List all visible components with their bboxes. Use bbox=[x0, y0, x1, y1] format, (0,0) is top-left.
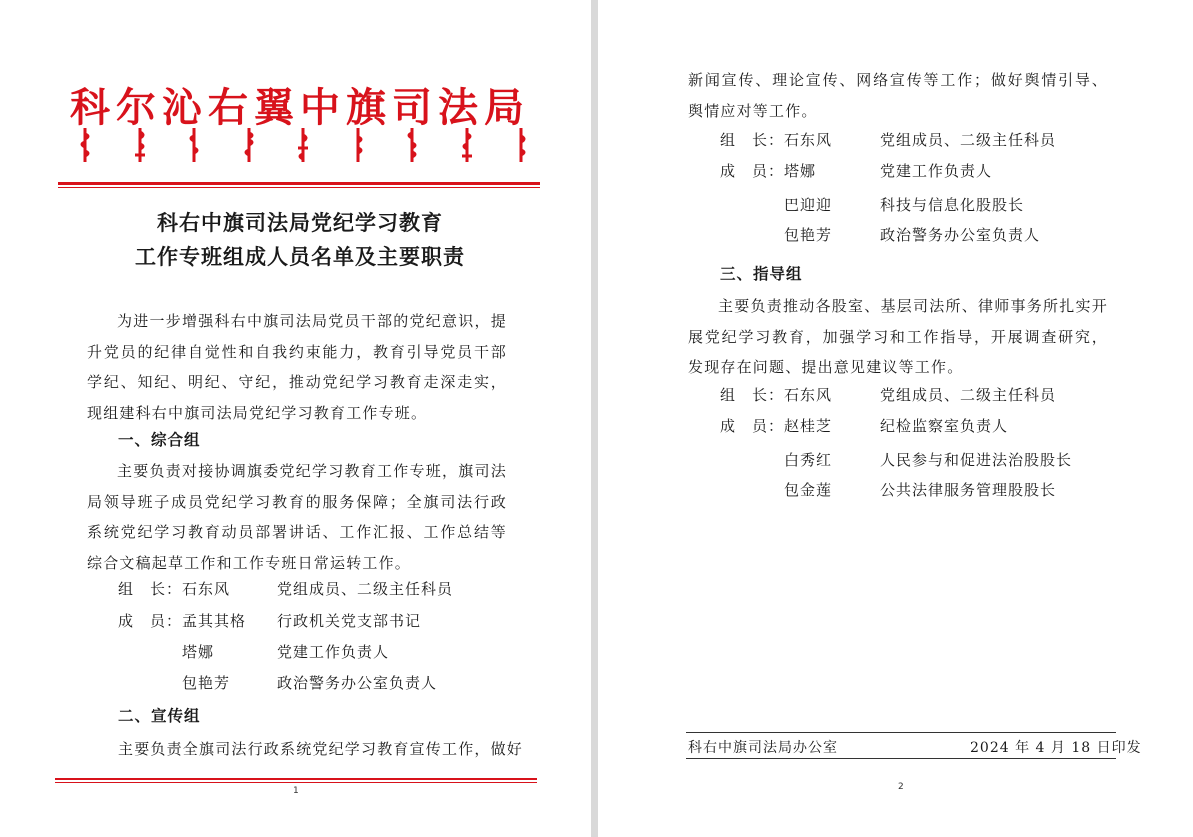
section3-member-role: 人民参与和促进法治股股长 bbox=[880, 451, 1073, 469]
section2-leader-label: 组 长： bbox=[720, 131, 785, 149]
section2-member-role: 政治警务办公室负责人 bbox=[880, 226, 1041, 244]
section3-member-role: 纪检监察室负责人 bbox=[880, 417, 1009, 435]
section2-member-role: 科技与信息化股股长 bbox=[880, 196, 1025, 214]
document-page-1 bbox=[0, 0, 591, 837]
page-number-1: 1 bbox=[293, 786, 299, 796]
intro-paragraph: 为进一步增强科右中旗司法局党员干部的党纪意识，提升党员的纪律自觉性和自我约束能力，教育引导党员干部学纪、知纪、明纪、守纪，推动党纪学习教育走深走实，现组建科右中旗司法局党纪学习教育工作专班。 bbox=[87, 312, 507, 422]
section2-duty-continued: 新闻宣传、理论宣传、网络宣传等工作；做好舆情引导、舆情应对等工作。 bbox=[688, 71, 1108, 120]
page-number-2: 2 bbox=[898, 782, 904, 792]
section1-member-name: 孟其其格 bbox=[182, 612, 247, 630]
section3-member-label: 成 员： bbox=[720, 417, 785, 435]
footer-rule-bottom bbox=[686, 758, 1116, 759]
section1-member-name: 包艳芳 bbox=[182, 674, 231, 692]
footer-issuer: 科右中旗司法局办公室 bbox=[688, 740, 838, 756]
section1-duty: 主要负责对接协调旗委党纪学习教育工作专班，旗司法局领导班子成员党纪学习教育的服务保障；全旗司法行政系统党纪学习教育动员部署讲话、工作汇报、工作总结等综合文稿起草工作和工作专班日常运转工作。 bbox=[87, 462, 507, 572]
section3-member-name: 赵桂芝 bbox=[784, 417, 833, 435]
section2-member-name: 包艳芳 bbox=[784, 226, 833, 244]
section3-leader-name: 石东风 bbox=[784, 386, 833, 404]
section1-heading: 一、综合组 bbox=[118, 430, 201, 449]
section1-leader-role: 党组成员、二级主任科员 bbox=[277, 580, 454, 598]
section2-duty-start: 主要负责全旗司法行政系统党纪学习教育宣传工作，做好 bbox=[118, 740, 524, 758]
section2-member-name: 塔娜 bbox=[784, 162, 817, 180]
document-title-line1: 科右中旗司法局党纪学习教育 bbox=[157, 210, 443, 235]
section2-member-label: 成 员： bbox=[720, 162, 785, 180]
document-title-line2: 工作专班组成人员名单及主要职责 bbox=[135, 244, 465, 269]
section2-member-name: 巴迎迎 bbox=[784, 196, 833, 214]
letterhead-red-rule bbox=[58, 182, 540, 185]
section2-heading: 二、宣传组 bbox=[118, 706, 201, 725]
section2-leader-role: 党组成员、二级主任科员 bbox=[880, 131, 1057, 149]
section1-member-name: 塔娜 bbox=[182, 643, 215, 661]
mongolian-letterhead-script bbox=[78, 128, 528, 162]
footer-red-rule bbox=[55, 778, 537, 780]
section3-duty: 主要负责推动各股室、基层司法所、律师事务所扎实开展党纪学习教育，加强学习和工作指导，开展调查研究，发现存在问题、提出意见建议等工作。 bbox=[688, 297, 1108, 376]
section1-member-role: 行政机关党支部书记 bbox=[277, 612, 422, 630]
section3-member-name: 白秀红 bbox=[784, 451, 833, 469]
section2-leader-name: 石东风 bbox=[784, 131, 833, 149]
section3-member-name: 包金莲 bbox=[784, 481, 833, 499]
section3-heading: 三、指导组 bbox=[720, 264, 803, 283]
section1-leader-name: 石东风 bbox=[182, 580, 231, 598]
section1-member-role: 政治警务办公室负责人 bbox=[277, 674, 438, 692]
section3-leader-label: 组 长： bbox=[720, 386, 785, 404]
footer-date: 2024 年 4 月 18 日印发 bbox=[970, 740, 1142, 756]
section1-member-label: 成 员： bbox=[118, 612, 183, 630]
section3-leader-role: 党组成员、二级主任科员 bbox=[880, 386, 1057, 404]
letterhead-red-rule-thin bbox=[58, 187, 540, 188]
section1-member-role: 党建工作负责人 bbox=[277, 643, 390, 661]
footer-red-rule-thin bbox=[55, 782, 537, 783]
org-letterhead-title: 科尔沁右翼中旗司法局 bbox=[70, 84, 530, 131]
section3-member-role: 公共法律服务管理股股长 bbox=[880, 481, 1057, 499]
footer-rule-top bbox=[686, 732, 1116, 733]
section1-leader-label: 组 长： bbox=[118, 580, 183, 598]
section2-member-role: 党建工作负责人 bbox=[880, 162, 993, 180]
document-page-2 bbox=[598, 0, 1193, 837]
